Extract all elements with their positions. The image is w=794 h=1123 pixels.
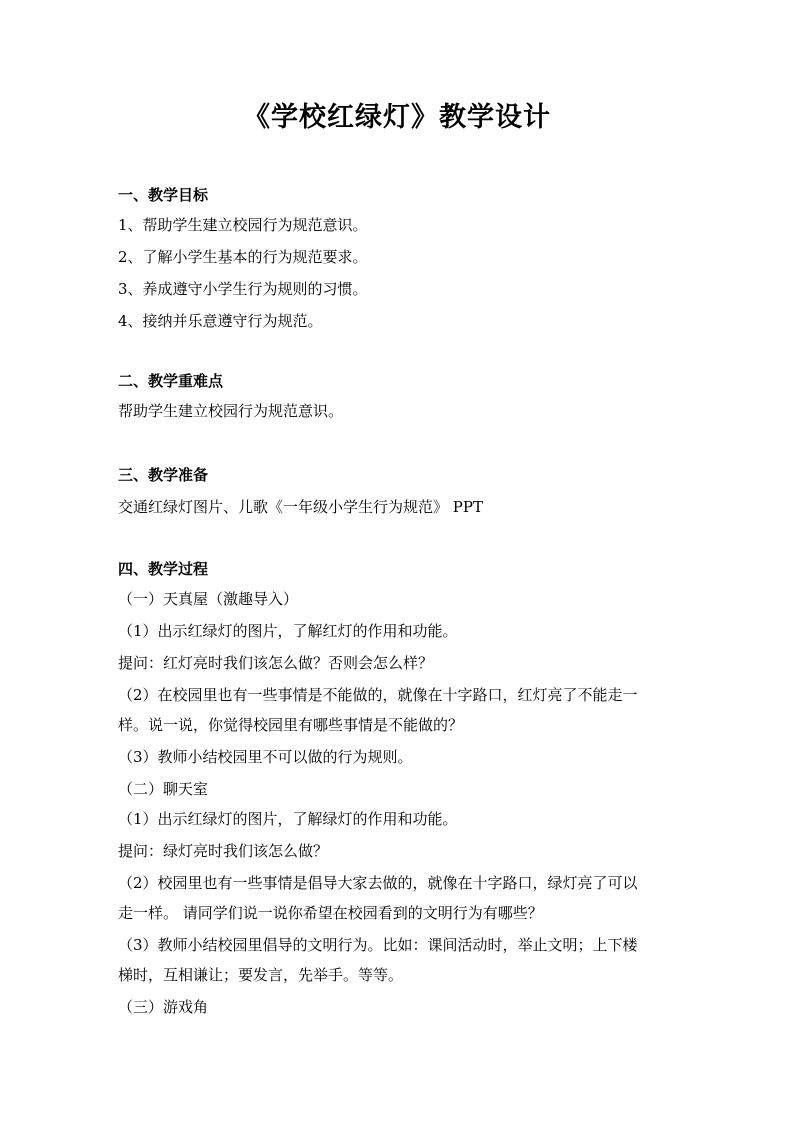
- process-line: （三）游戏角: [118, 998, 209, 1016]
- section-heading-key-points: 二、教学重难点: [118, 372, 224, 390]
- process-line: （3）教师小结校园里不可以做的行为规则。: [118, 748, 413, 766]
- process-line: 样。说一说，你觉得校园里有哪些事情是不能做的？: [118, 716, 464, 734]
- process-line: 走一样。 请同学们说一说你希望在校园看到的文明行为有哪些？: [118, 904, 543, 922]
- goal-item: 3、养成遵守小学生行为规则的习惯。: [118, 280, 368, 298]
- process-line: （2）校园里也有一些事情是倡导大家去做的，就像在十字路口，绿灯亮了可以: [118, 874, 638, 892]
- preparation-text: 交通红绿灯图片、儿歌《一年级小学生行为规范》 PPT: [118, 498, 483, 516]
- goal-item: 4、接纳并乐意遵守行为规范。: [118, 312, 323, 330]
- document-title: 《学校红绿灯》教学设计: [243, 102, 551, 133]
- process-line: 提问：绿灯亮时我们该怎么做？: [118, 842, 329, 860]
- key-points-text: 帮助学生建立校园行为规范意识。: [118, 402, 344, 420]
- process-line: 梯时，互相谦让；要发言，先举手。等等。: [118, 966, 404, 984]
- section-heading-process: 四、教学过程: [118, 560, 209, 578]
- process-line: （1）出示红绿灯的图片，了解绿灯的作用和功能。: [118, 810, 458, 828]
- goal-item: 1、帮助学生建立校园行为规范意识。: [118, 216, 368, 234]
- process-line: （2）在校园里也有一些事情是不能做的，就像在十字路口，红灯亮了不能走一: [118, 686, 638, 704]
- process-line: （3）教师小结校园里倡导的文明行为。比如：课间活动时，举止文明；上下楼: [118, 936, 638, 954]
- section-heading-preparation: 三、教学准备: [118, 466, 209, 484]
- goal-item: 2、了解小学生基本的行为规范要求。: [118, 248, 368, 266]
- process-line: （1）出示红绿灯的图片，了解红灯的作用和功能。: [118, 622, 458, 640]
- process-line: （二）聊天室: [118, 780, 209, 798]
- process-line: 提问：红灯亮时我们该怎么做？否则会怎么样？: [118, 654, 434, 672]
- section-heading-goals: 一、教学目标: [118, 186, 209, 204]
- process-line: （一）天真屋（激趣导入）: [118, 590, 299, 608]
